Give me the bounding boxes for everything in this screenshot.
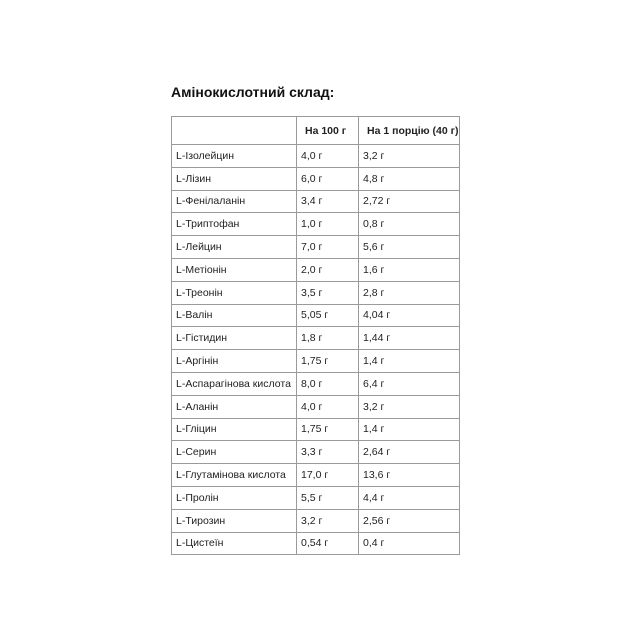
amino-acid-name: L-Пролін [172, 486, 297, 509]
amino-acid-name: L-Глутамінова кислота [172, 464, 297, 487]
amount-per-serving: 2,72 г [359, 190, 460, 213]
amount-per-serving: 6,4 г [359, 372, 460, 395]
amino-acid-name: L-Лізин [172, 167, 297, 190]
amino-acid-name: L-Цистеїн [172, 532, 297, 555]
amount-per-100g: 8,0 г [297, 372, 359, 395]
amount-per-100g: 3,4 г [297, 190, 359, 213]
amount-per-100g: 4,0 г [297, 395, 359, 418]
amino-acid-name: L-Аланін [172, 395, 297, 418]
amount-per-serving: 1,4 г [359, 418, 460, 441]
table-row [172, 509, 460, 532]
amount-per-serving: 5,6 г [359, 236, 460, 259]
amino-acid-name: L-Валін [172, 304, 297, 327]
amount-per-serving: 2,56 г [359, 509, 460, 532]
table-row [172, 190, 460, 213]
table-header-row [172, 117, 460, 145]
header-cell-per-100g [297, 117, 359, 145]
amino-acid-table [171, 116, 460, 555]
table-row [172, 486, 460, 509]
table-row [172, 441, 460, 464]
amino-acid-name: L-Лейцин [172, 236, 297, 259]
amount-per-serving: 0,4 г [359, 532, 460, 555]
header-cell-empty [172, 117, 297, 145]
table-row [172, 372, 460, 395]
amount-per-100g: 2,0 г [297, 258, 359, 281]
amount-per-serving: 3,2 г [359, 395, 460, 418]
amount-per-serving: 4,4 г [359, 486, 460, 509]
table-row [172, 395, 460, 418]
amount-per-100g: 3,2 г [297, 509, 359, 532]
amino-acid-name: L-Серин [172, 441, 297, 464]
amount-per-serving: 13,6 г [359, 464, 460, 487]
table-row [172, 281, 460, 304]
table-row [172, 464, 460, 487]
table-body [172, 145, 460, 555]
amount-per-serving: 1,6 г [359, 258, 460, 281]
amino-acid-name: L-Гістидин [172, 327, 297, 350]
amount-per-100g: 1,0 г [297, 213, 359, 236]
amount-per-100g: 7,0 г [297, 236, 359, 259]
amount-per-serving: 0,8 г [359, 213, 460, 236]
amount-per-serving: 2,64 г [359, 441, 460, 464]
amount-per-100g: 1,75 г [297, 418, 359, 441]
page-title: Амінокислотний склад: [171, 84, 335, 100]
amount-per-100g: 4,0 г [297, 145, 359, 168]
header-cell-per-serving [359, 117, 460, 145]
table-row [172, 350, 460, 373]
table-row [172, 327, 460, 350]
amount-per-100g: 3,3 г [297, 441, 359, 464]
amino-acid-name: L-Аргінін [172, 350, 297, 373]
amount-per-serving: 3,2 г [359, 145, 460, 168]
header-label-per-100g: На 100 г [305, 124, 347, 137]
amount-per-serving: 4,8 г [359, 167, 460, 190]
table-row [172, 145, 460, 168]
table-row [172, 304, 460, 327]
amount-per-serving: 2,8 г [359, 281, 460, 304]
amino-acid-name: L-Треонін [172, 281, 297, 304]
amino-acid-name: L-Гліцин [172, 418, 297, 441]
amino-acid-name: L-Тирозин [172, 509, 297, 532]
header-label-per-serving: На 1 порцію (40 г) [367, 124, 459, 137]
amount-per-100g: 0,54 г [297, 532, 359, 555]
table-row [172, 532, 460, 555]
amount-per-100g: 5,05 г [297, 304, 359, 327]
amount-per-100g: 17,0 г [297, 464, 359, 487]
amount-per-serving: 4,04 г [359, 304, 460, 327]
amount-per-serving: 1,44 г [359, 327, 460, 350]
table-row [172, 258, 460, 281]
amino-acid-name: L-Ізолейцин [172, 145, 297, 168]
amount-per-100g: 1,75 г [297, 350, 359, 373]
table-row [172, 418, 460, 441]
amount-per-serving: 1,4 г [359, 350, 460, 373]
amino-acid-name: L-Аспарагінова кислота [172, 372, 297, 395]
amino-acid-name: L-Метіонін [172, 258, 297, 281]
amount-per-100g: 5,5 г [297, 486, 359, 509]
table-row [172, 167, 460, 190]
table-row [172, 213, 460, 236]
amount-per-100g: 3,5 г [297, 281, 359, 304]
amount-per-100g: 1,8 г [297, 327, 359, 350]
amount-per-100g: 6,0 г [297, 167, 359, 190]
table-row [172, 236, 460, 259]
amino-acid-name: L-Фенілаланін [172, 190, 297, 213]
amino-acid-name: L-Триптофан [172, 213, 297, 236]
